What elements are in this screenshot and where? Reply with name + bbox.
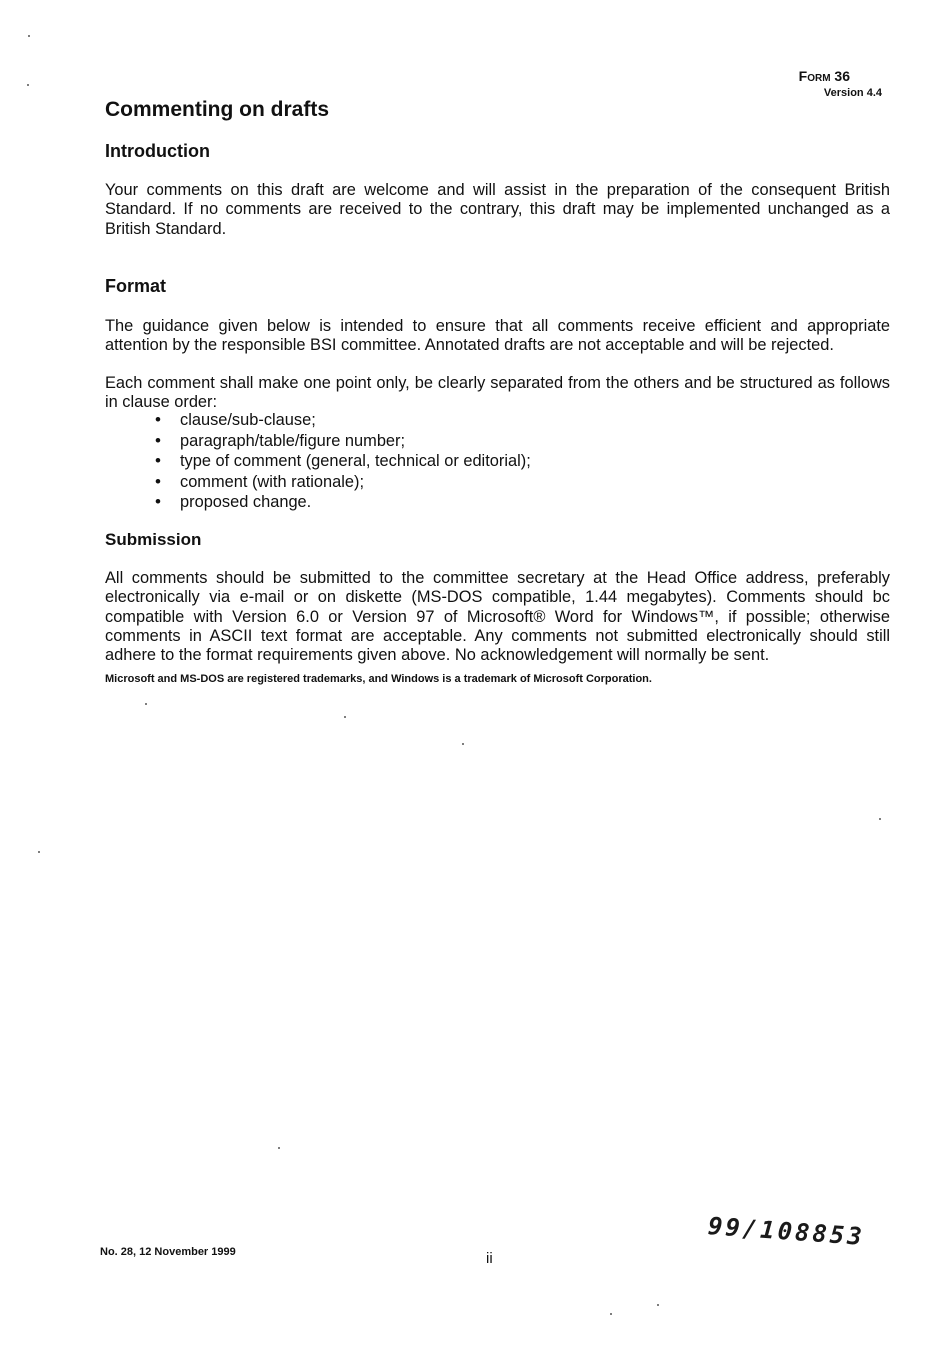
list-item: • proposed change. <box>155 492 531 513</box>
scan-speck <box>344 716 346 718</box>
trademark-note: Microsoft and MS-DOS are registered trademarks, and Windows is a trademark of Microsoft Corporation. <box>105 673 652 685</box>
introduction-text: Your comments on this draft are welcome and will assist in the preparation of the consequent British Standard. If no comments are received to the contrary, this draft may be implemented unchanged as a British Standard. <box>105 181 890 238</box>
scan-speck <box>38 851 40 853</box>
list-item: • comment (with rationale); <box>155 472 531 493</box>
scan-speck <box>879 818 881 820</box>
scan-speck <box>27 84 29 86</box>
form-identifier <box>798 68 882 102</box>
format-paragraph-1: The guidance given below is intended to ensure that all comments receive efficient and appropriate attention by the responsible BSI committee. Annotated drafts are not acceptable and will be rejected. <box>105 317 890 355</box>
form-version: Version 4.4 <box>823 87 882 99</box>
list-item: • paragraph/table/figure number; <box>155 431 531 452</box>
issue-date: No. 28, 12 November 1999 <box>100 1246 236 1258</box>
format-heading: Format <box>105 276 167 296</box>
submission-text: All comments should be submitted to the committee secretary at the Head Office address, preferably electronically via e-mail or on diskette (MS-DOS compatible, 1.44 megabytes). Comments should bc compatible with Version 6.0 or Version 97 of Microsoft® Word for Windows™, if possible; otherwise comments in ASCII text format are acceptable. Any comments not submitted electronically should still adhere to the format requirements given above. No acknowledgement will normally be sent. <box>105 569 890 665</box>
document-number-stamp: 99/108853 <box>707 1212 866 1251</box>
page-title: Commenting on drafts <box>105 98 329 121</box>
scan-speck <box>145 703 147 705</box>
scan-speck <box>657 1304 659 1306</box>
scan-speck <box>462 743 464 745</box>
page-number: ii <box>486 1250 493 1267</box>
form-name: Form 36 <box>798 68 850 84</box>
scan-speck <box>278 1147 280 1149</box>
scan-speck <box>28 35 30 37</box>
list-item: • type of comment (general, technical or editorial); <box>155 451 531 472</box>
list-item: • clause/sub-clause; <box>155 410 531 431</box>
introduction-heading: Introduction <box>105 141 210 161</box>
format-paragraph-2: Each comment shall make one point only, be clearly separated from the others and be structured as follows in clause order: <box>105 374 890 412</box>
format-structure-list <box>155 410 531 513</box>
scan-speck <box>610 1313 612 1315</box>
submission-heading: Submission <box>105 530 202 549</box>
